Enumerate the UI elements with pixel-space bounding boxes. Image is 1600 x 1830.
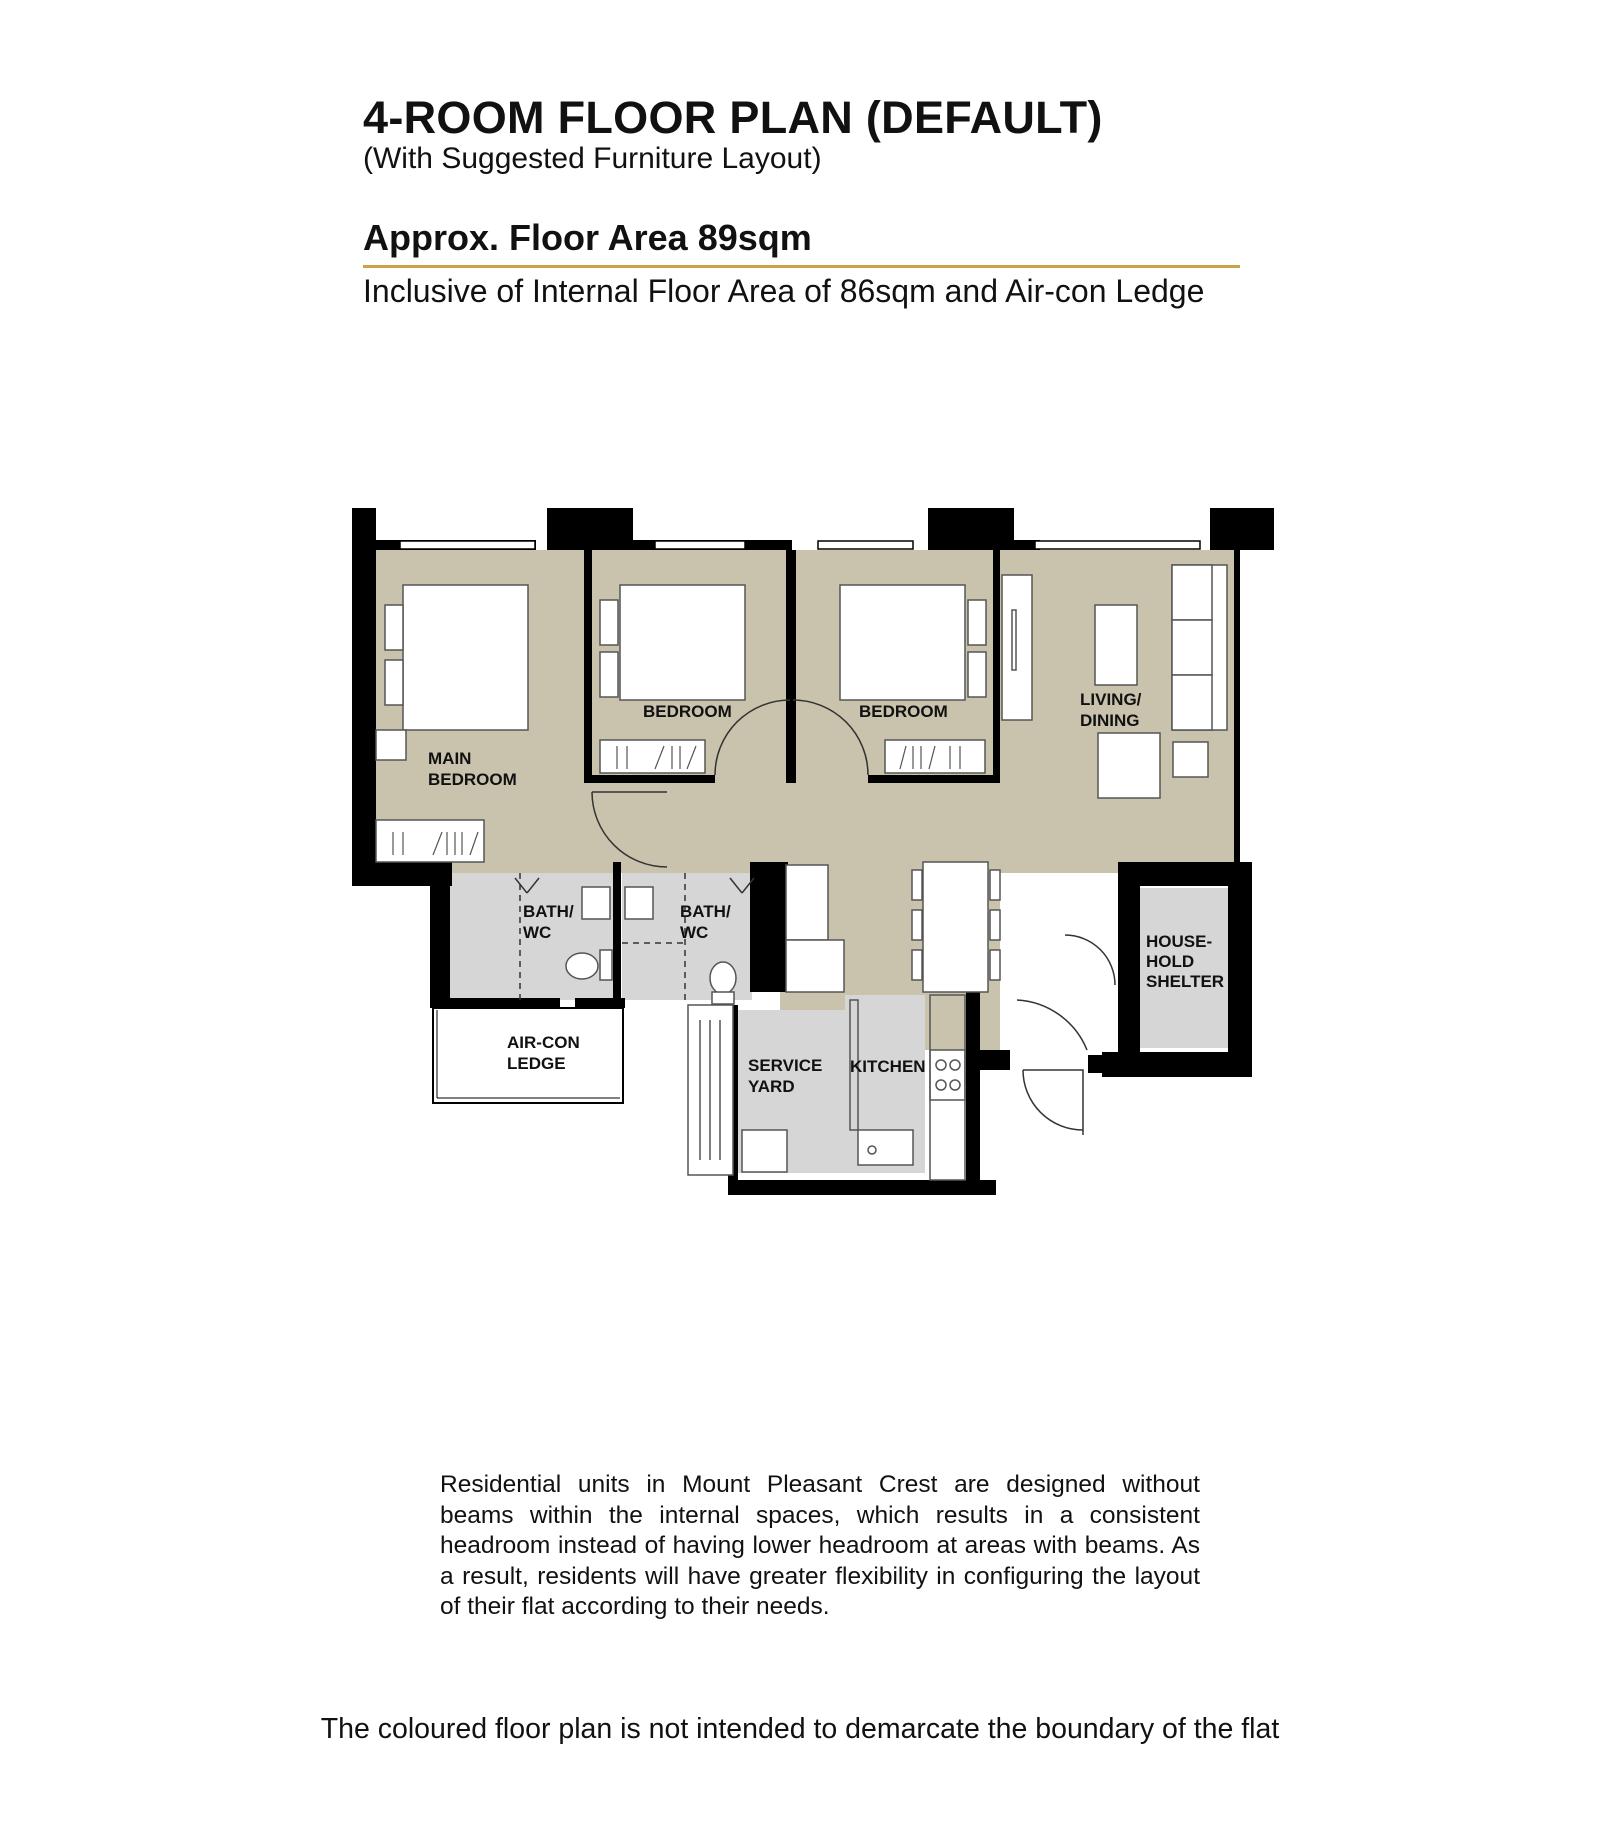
dining-table bbox=[923, 862, 988, 992]
floor-area-note: Inclusive of Internal Floor Area of 86sqm and Air-con Ledge bbox=[363, 273, 1205, 309]
bed-2 bbox=[620, 585, 745, 700]
washer bbox=[742, 1130, 787, 1172]
main-bedroom-label: MAIN BEDROOM bbox=[428, 749, 517, 789]
fridge bbox=[786, 865, 828, 940]
kitchen-label: KITCHEN bbox=[850, 1057, 926, 1076]
disclaimer: The coloured floor plan is not intended to demarcate the boundary of the flat bbox=[320, 1713, 1280, 1745]
household-shelter-label: HOUSE-HOLD SHELTER bbox=[1146, 932, 1225, 991]
stove bbox=[930, 1050, 965, 1100]
bedroom-2-label: BEDROOM bbox=[643, 702, 732, 721]
aircon-ledge-label: AIR-CON LEDGE bbox=[507, 1033, 580, 1073]
windows bbox=[400, 541, 1200, 549]
page-title: 4-ROOM FLOOR PLAN (DEFAULT) bbox=[363, 92, 1103, 143]
main-bed bbox=[403, 585, 528, 730]
bath-2-label: BATH/ WC bbox=[680, 902, 731, 942]
service-yard-label: SERVICE YARD bbox=[748, 1056, 823, 1096]
bedroom-3-label: BEDROOM bbox=[859, 702, 948, 721]
service-yard-railing bbox=[688, 1005, 733, 1175]
floor-area-heading: Approx. Floor Area 89sqm bbox=[363, 217, 812, 258]
basin-1 bbox=[582, 887, 610, 919]
design-note: Residential units in Mount Pleasant Crest are designed without beams within the internal spaces, which results in a consistent headroom instead of having lower headroom at areas with beams. As a result, residents will have greater flexibility in configuring the layout of their flat according to their needs. bbox=[440, 1471, 1200, 1620]
coffee-table bbox=[1095, 605, 1137, 685]
living-dining-label: LIVING/ DINING bbox=[1080, 690, 1142, 730]
bath-1-label: BATH/ WC bbox=[523, 902, 574, 942]
toilet-1 bbox=[566, 953, 598, 979]
page-subtitle: (With Suggested Furniture Layout) bbox=[363, 142, 822, 175]
tv-console bbox=[1002, 575, 1032, 720]
armchair bbox=[1098, 733, 1160, 798]
basin-2 bbox=[625, 887, 653, 919]
toilet-2 bbox=[710, 962, 736, 994]
sink bbox=[858, 1130, 913, 1165]
bed-3 bbox=[840, 585, 965, 700]
